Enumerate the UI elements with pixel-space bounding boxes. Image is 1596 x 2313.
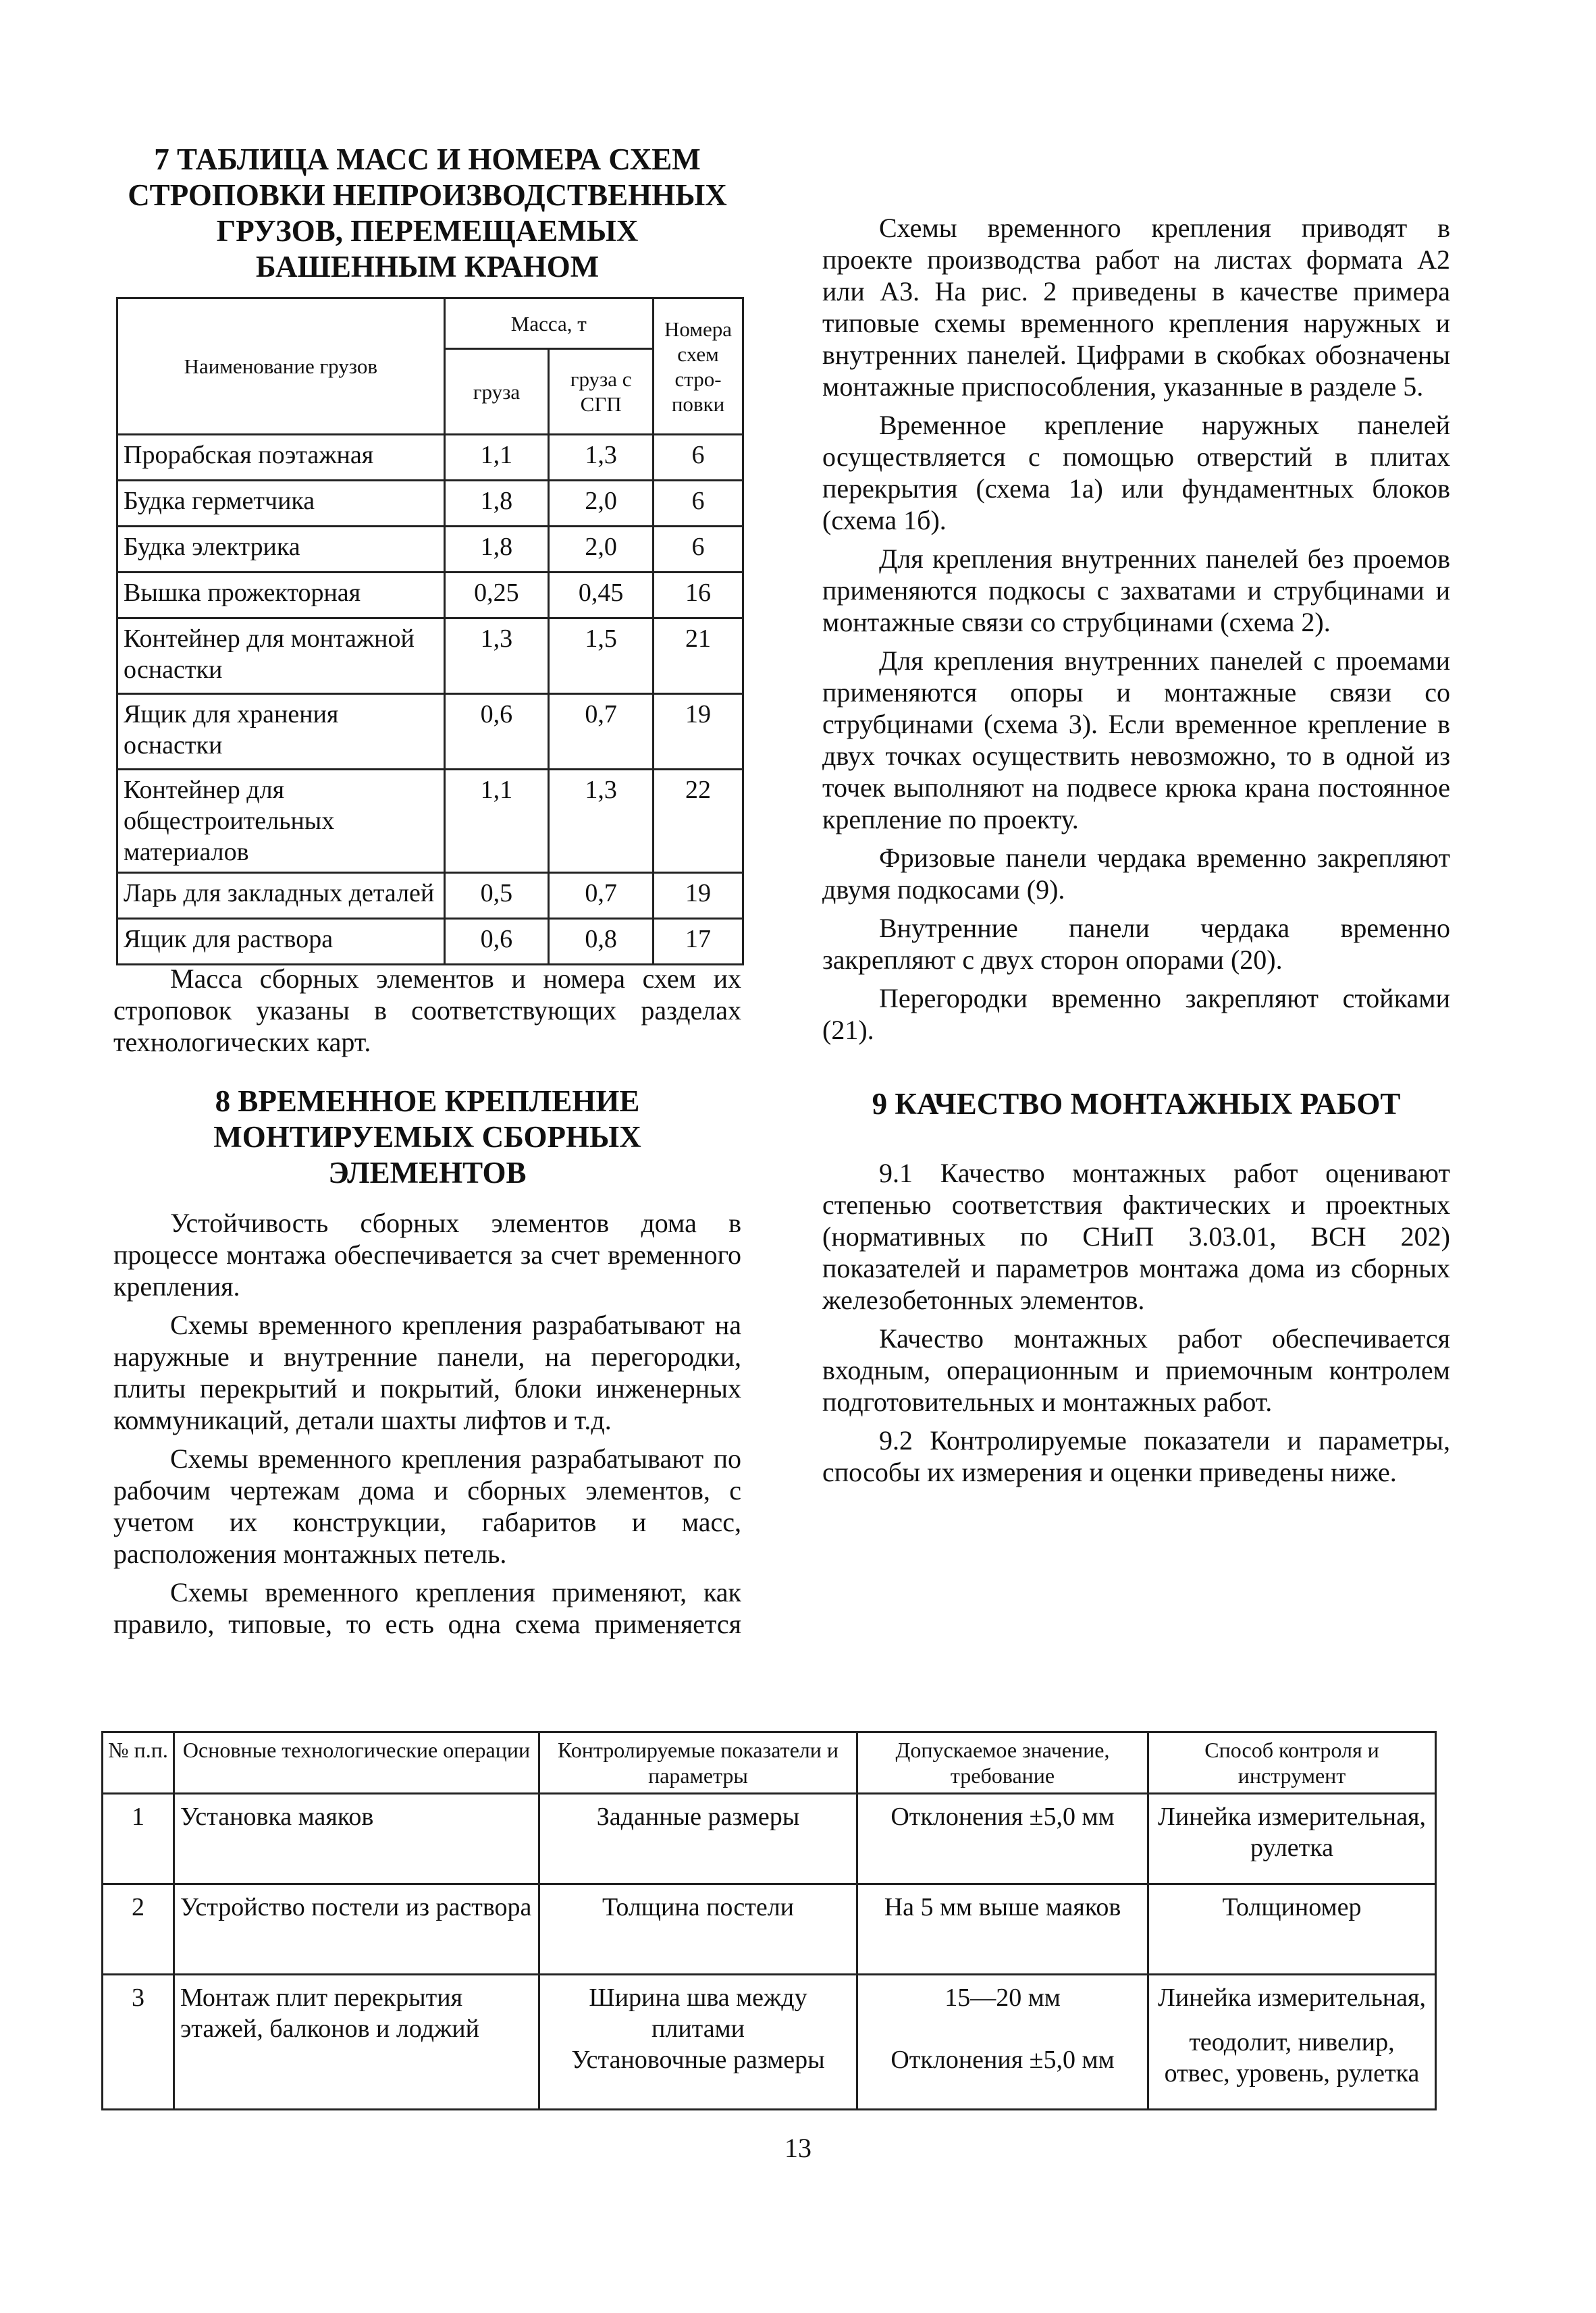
row-name: Контейнер для монтажной оснастки [117,618,445,694]
row-cargo-sgp: 1,3 [549,770,654,873]
col-header-cargo-sgp: груза с СГП [549,349,654,435]
row-name: Контейнер для общестроительных материалов [117,770,445,873]
row-operation: Устройство постели из раствора [174,1884,539,1975]
paragraph: Для крепления внутренних панелей с проемами применяются опоры и монтажные связи со струбцинами (схема 3). Если временное крепление в двух точках осуществить невозможно, то в одной из точек выполняют на подвесе крюка крана постоянное крепление по проекту. [822,645,1450,834]
row-name: Будка электрика [117,527,445,573]
row-cargo-sgp: 0,7 [549,873,654,919]
col-header-allowed: Допускаемое значение, требование [857,1732,1148,1794]
row-name: Вышка прожекторная [117,573,445,618]
row-scheme: 16 [654,573,743,618]
row-name: Прорабская поэтажная [117,435,445,481]
row-method [1148,1975,1436,2110]
paragraph: Временное крепление наружных панелей осуществляется с помощью отверстий в плитах перекрытия (схема 1а) или фундаментных блоков (схема 1б). [822,410,1450,535]
col-header-scheme: Номера схем стро-повки [654,298,743,435]
row-cargo: 0,5 [444,873,549,919]
paragraph: Схемы временного крепления применяют, как правило, типовые, то есть одна схема применяется [113,1577,741,1639]
paragraph: 9.1 Качество монтажных работ оценивают степенью соответствия фактических и проектных (нормативных по СНиП 3.03.01, ВСН 202) показателей и параметров монтажа дома из сборных железобетонных элементов. [822,1158,1450,1315]
page-number: 13 [784,2133,812,2163]
mass-note: Масса сборных элементов и номера схем их строповок указаны в соответствующих разделах технологических карт. [113,963,741,1057]
col-header-num: № п.п. [103,1732,174,1794]
paragraph: Схемы временного крепления разрабатывают по рабочим чертежам дома и сборных элементов, с учетом их конструкции, габаритов и масс, расположения монтажных петель. [113,1443,741,1569]
paragraph: Для крепления внутренних панелей без проемов применяются подкосы с захватами и струбцинами и монтажные связи со струбцинами (схема 2). [822,543,1450,637]
method-line: Линейка измерительная, [1158,1984,1426,2012]
left-column-body [113,963,741,1640]
row-params [539,1975,857,2110]
row-name: Ящик для раствора [117,919,445,965]
paragraph: Схемы временного крепления разрабатывают на наружные и внутренние панели, на перегородки, плиты перекрытий и покрытий, блоки инженерных коммуникаций, детали шахты лифтов и т.д. [113,1310,741,1435]
row-allowed [857,1975,1148,2110]
section-8-title: 8 ВРЕМЕННОЕ КРЕПЛЕНИЕ МОНТИРУЕМЫХ СБОРНЫХ ЭЛЕМЕНТОВ [213,1084,641,1190]
allowed-line: 15—20 мм [945,1984,1061,2012]
row-cargo-sgp: 2,0 [549,481,654,527]
row-operation: Установка маяков [174,1794,539,1884]
row-operation: Монтаж плит перекрытия этажей, балконов и лоджий [174,1975,539,2110]
row-num: 2 [103,1884,174,1975]
params-line: Ширина шва между плитами [589,1984,807,2043]
row-cargo: 1,8 [444,527,549,573]
col-header-params: Контролируемые показатели и параметры [539,1732,857,1794]
row-cargo: 0,6 [444,919,549,965]
row-allowed: На 5 мм выше маяков [857,1884,1148,1975]
row-cargo-sgp: 0,7 [549,694,654,770]
method-line: теодолит, нивелир, отвес, уровень, рулетка [1164,2028,1420,2088]
row-method: Линейка измерительная, рулетка [1148,1794,1436,1884]
row-name: Ящик для хранения оснастки [117,694,445,770]
row-num: 3 [103,1975,174,2110]
row-cargo-sgp: 2,0 [549,527,654,573]
row-name: Ларь для закладных деталей [117,873,445,919]
row-scheme: 19 [654,694,743,770]
control-table [101,1731,1437,2110]
paragraph: Перегородки временно закрепляют стойками (21). [822,983,1450,1045]
row-scheme: 6 [654,527,743,573]
row-scheme: 6 [654,481,743,527]
col-header-name: Наименование грузов [117,298,445,435]
row-params: Заданные размеры [539,1794,857,1884]
row-cargo-sgp: 0,45 [549,573,654,618]
row-cargo: 1,1 [444,435,549,481]
row-cargo-sgp: 0,8 [549,919,654,965]
section-7-title: 7 ТАБЛИЦА МАСС И НОМЕРА СХЕМ СТРОПОВКИ НЕПРОИЗВОДСТВЕННЫХ ГРУЗОВ, ПЕРЕМЕЩАЕМЫХ БАШЕННЫМ КРАНОМ [128,142,727,284]
row-cargo: 0,6 [444,694,549,770]
paragraph: Внутренние панели чердака временно закрепляют с двух сторон опорами (20). [822,913,1450,975]
row-scheme: 21 [654,618,743,694]
row-cargo: 1,3 [444,618,549,694]
col-header-operation: Основные технологические операции [174,1732,539,1794]
col-header-mass: Масса, т [444,298,654,349]
row-params: Толщина постели [539,1884,857,1975]
mass-table [116,297,744,965]
paragraph: Фризовые панели чердака временно закрепляют двумя подкосами (9). [822,843,1450,905]
paragraph: Устойчивость сборных элементов дома в процессе монтажа обеспечивается за счет временного крепления. [113,1208,741,1302]
row-scheme: 19 [654,873,743,919]
row-scheme: 6 [654,435,743,481]
row-cargo: 1,8 [444,481,549,527]
row-cargo: 0,25 [444,573,549,618]
row-num: 1 [103,1794,174,1884]
allowed-line: Отклонения ±5,0 мм [890,2046,1115,2074]
row-cargo-sgp: 1,3 [549,435,654,481]
row-cargo: 1,1 [444,770,549,873]
paragraph: Качество монтажных работ обеспечивается входным, операционным и приемочным контролем подготовительных и монтажных работ. [822,1323,1450,1417]
section-9-title: 9 КАЧЕСТВО МОНТАЖНЫХ РАБОТ [872,1087,1401,1121]
paragraph: 9.2 Контролируемые показатели и параметры, способы их измерения и оценки приведены ниже. [822,1425,1450,1487]
row-allowed: Отклонения ±5,0 мм [857,1794,1148,1884]
row-name: Будка герметчика [117,481,445,527]
left-column [113,142,741,285]
right-column [822,142,1450,1488]
row-method: Толщиномер [1148,1884,1436,1975]
params-line: Установочные размеры [571,2046,825,2074]
col-header-cargo: груза [444,349,549,435]
paragraph: Схемы временного крепления приводят в проекте производства работ на листах формата А2 или А3. На рис. 2 приведены в качестве примера типовые схемы временного крепления наружных и внутренних панелей. Цифрами в скобках обозначены монтажные приспособления, указанные в разделе 5. [822,213,1450,402]
row-scheme: 22 [654,770,743,873]
col-header-method: Способ контроля и инструмент [1148,1732,1436,1794]
row-scheme: 17 [654,919,743,965]
row-cargo-sgp: 1,5 [549,618,654,694]
